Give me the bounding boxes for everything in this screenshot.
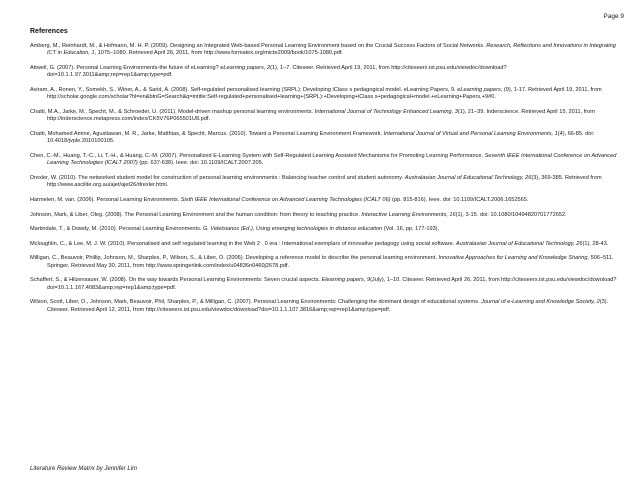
reference-entry: Martindale, T., & Dowdy, M. (2010). Personal Learning Environments. G. Veletsianos (Ed.), Using emerging technologies in distance education (Vol. 16, pp. 177-193). [30, 226, 440, 233]
references-section [30, 28, 622, 321]
reference-entry: Amberg, M., Reinhardt, M., & Hofmann, M. H. P. (2009). Designing an Integrated Web-based Personal Learning Environment based on the Crucial Success Factors of Social Networks. Research, Reflections and Innovations in Integrating ICT in Education, 1, 1075–1080. Retrieved April 26, 2011, from http://www.formatex.org/micte2009/book/1075-1080.pdf. [30, 43, 616, 57]
reference-entry: Drexler, W. (2010). The networked student model for construction of personal learning environments : Balancing teacher control and student autonomy. Australasian Journal of Educational Technology, 26(3), 369-385. Retrieved from http://www.ascilite.org.au/ajet/ajet26/drexler.html. [30, 175, 602, 189]
page-footer: Literature Review Matrix by Jennifer Lim [30, 466, 138, 472]
reference-entry: Aviram, A., Ronen, Y., Somekh, S., Winer, A., & Sarid, A. (2008). Self-regulated personalised learning (SRPL): Developing iClass s pedagogical model. eLearning Papers, 9. eLearning papers, (9), 1-17. Retrieved April 19, 2011, from http://scholar.google.com/scholar?hl=en&btnG=Search&q=intitle:Self-regulated+personalised+learning+(SRPL):+Developing+iClass s+pedagogical+model.+eLearning+Papers,+9#0. [30, 87, 602, 101]
page-number: Page 9 [603, 13, 624, 20]
reference-entry: Chatti, M.A., Jarke, M., Specht, M., & Schroeder, U. (2011). Model-driven mashup personal learning environments. International Journal of Technology Enhanced Learning, 3(1), 21–39. Inderscience. Retrieved April 15, 2011, from http://inderscience.metapress.com/index/CK5V76P065501U8.pdf. [30, 109, 595, 123]
reference-entry: Schaffert, S., & Hilzensauer, W. (2008). On the way towards Personal Learning Environments: Seven crucial aspects. Elearning papers, 9(July), 1–10. Citeseer. Retrieved April 26, 2011, from http://citeseerx.ist.psu.edu/viewdoc/download?doi=10.1.1.167.4083&amp;rep=rep1&amp;type=pdf. [30, 277, 617, 291]
reference-entry: Chatti, Mohamed Amine, Agustiawan, M. R., Jarke, Matthias, & Specht, Marcus. (2010). Toward a Personal Learning Environment Framework. International Journal of Virtual and Personal Learning Environments, 1(4), 66-85. doi: 10.4018/jvple.2010100105. [30, 131, 595, 145]
references-heading: References [30, 28, 68, 35]
reference-entry: Johnson, Mark, & Liber, Oleg. (2008). The Personal Learning Environment and the human condition: from theory to teaching practice. Interactive Learning Environments, 16(1), 3-15. doi: 10.1080/10494820701772652. [30, 211, 567, 218]
reference-entry: Chen, C.-M., Huang, T.-C., Li, T.-H., & Huang, C.-M. (2007). Personalized E-Learning System with Self-Regulated Learning Assisted Mechanisms for Promoting Learning Performance. Seventh IEEE International Conference on Advanced Learning Technologies (ICALT 2007) (pp. 637-638). Ieee. doi: 10.1109/ICALT.2007.205. [30, 153, 617, 167]
reference-entry: Milligan, C., Beauvoir, Phillip, Johnson, M., Sharples, P., Wilson, S., & Liber, O. (2006). Developing a reference model to describe the personal learning environment. Innovative Approaches for Learning and Knowledge Sharing, 506–511. Springer. Retrieved May 30, 2011, from http://www.springerlink.com/index/u04836n0460j2678.pdf. [30, 255, 614, 269]
reference-entry: Attwell, G. (2007). Personal Learning Environments-the future of eLearning? eLearning papers, 2(1), 1–7. Citeseer. Retrieved April 19, 2011, from http://citeseerx.ist.psu.edu/viewdoc/download?doi=10.1.1.97.3011&amp;rep=rep1&amp;type=pdf. [30, 65, 507, 79]
reference-entry: Wilson, Scott, Liber, O., Johnson, Mark, Beauvoir, Phil, Sharples, P., & Milligan, C. (2007). Personal Learning Environments: Challenging the dominant design of educational systems. Journal of e-Learning and Knowledge Society, 2(3). Citeseer. Retrieved April 12, 2011, from http://citeseerx.ist.psu.edu/viewdoc/download?doi=10.1.1.107.3816&amp;rep=rep1&amp;type=pdf. [30, 299, 609, 313]
reference-entry: Mcloughlin, C., & Lee, M. J. W. (2010). Personalised and self regulated learning in the Web 2 . 0 era : International exemplars of innovative pedagogy using social software. Australasian Journal of Educational Technology, 26(1), 28-43. [30, 240, 609, 247]
reference-entry: Harmelen, M. van. (2006). Personal Learning Environments. Sixth IEEE International Conference on Advanced Learning Technologies (ICALT 06) (pp. 815-816). Ieee. doi: 10.1109/ICALT.2006.1652565. [30, 197, 529, 203]
